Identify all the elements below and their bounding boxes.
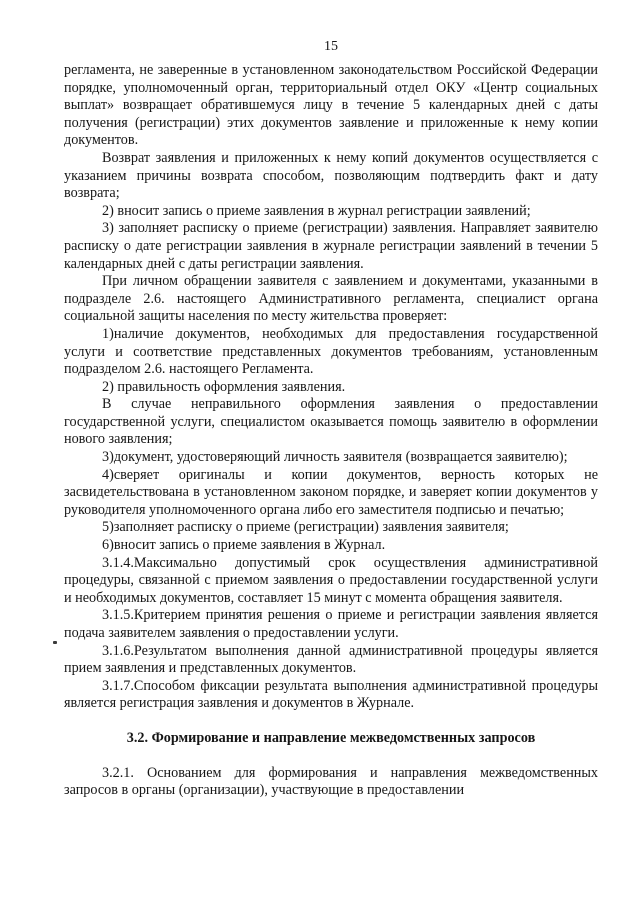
paragraph: Возврат заявления и приложенных к нему копий документов осуществляется с указанием причины возврата способом, позволяющим подтвердить факт и дату возврата;	[64, 149, 598, 202]
scan-speck	[53, 641, 57, 644]
section-heading: 3.2. Формирование и направление межведомственных запросов	[126, 729, 536, 746]
paragraph: В случае неправильного оформления заявления о предоставлении государственной услуги, специалистом оказывается помощь заявителю в оформлении нового заявления;	[64, 396, 598, 448]
list-item: 3) заполняет расписку о приеме (регистрации) заявления. Направляет заявителю расписку о дате регистрации заявления в журнале регистрации заявлений в течении 5 календарных дней с даты регистрации заявления.	[64, 220, 598, 272]
page-number: 15	[324, 39, 338, 54]
list-item: 6)вносит запись о приеме заявления в Журнал.	[102, 537, 386, 554]
clause-3-2-1: 3.2.1. Основанием для формирования и направления межведомственных запросов в органы (организации), участвующие в предоставлении	[64, 764, 598, 799]
paragraph: регламента, не заверенные в установленном законодательством Российской Федерации порядке, уполномоченный орган, территориальный отдел ОКУ «Центр социальных выплат» возвращает обратившемуся лицу в течение 5 календарных дней с даты получения (регистрации) этих документов заявление и приложенные к нему копии документов.	[64, 62, 598, 149]
clause-3-1-7: 3.1.7.Способом фиксации результата выполнения административной процедуры является регистрация заявления и документов в Журнале.	[64, 677, 598, 712]
list-item: 2) правильность оформления заявления.	[102, 378, 346, 395]
clause-3-1-4: 3.1.4.Максимально допустимый срок осуществления административной процедуры, связанной с приемом заявления о предоставлении государственной услуги и необходимых документов, составляет 15 минут с момента обращения заявителя.	[64, 554, 598, 606]
document-body	[64, 62, 598, 800]
paragraph: При личном обращении заявителя с заявлением и документами, указанными в подразделе 2.6. настоящего Административного регламента, специалист органа социальной защиты населения по месту жительства проверяет:	[64, 273, 598, 325]
list-item: 1)наличие документов, необходимых для предоставления государственной услуги и соответствие представленных документов требованиям, установленным подразделом 2.6. настоящего Регламента.	[64, 325, 598, 378]
clause-3-1-6: 3.1.6.Результатом выполнения данной административной процедуры является прием заявления и представленных документов.	[64, 642, 598, 677]
list-item: 3)документ, удостоверяющий личность заявителя (возвращается заявителю);	[102, 449, 568, 466]
list-item: 2) вносит запись о приеме заявления в журнал регистрации заявлений;	[102, 202, 531, 219]
list-item: 5)заполняет расписку о приеме (регистрации) заявления заявителя;	[102, 519, 509, 536]
list-item: 4)сверяет оригиналы и копии документов, верность которых не засвидетельствована в установленном законом порядке, и заверяет копии документов у руководителя уполномоченного органа либо его заместителя подписью и печатью;	[64, 466, 598, 518]
clause-3-1-5: 3.1.5.Критерием принятия решения о приеме и регистрации заявления является подача заявителем заявления о предоставлении услуги.	[64, 607, 598, 641]
